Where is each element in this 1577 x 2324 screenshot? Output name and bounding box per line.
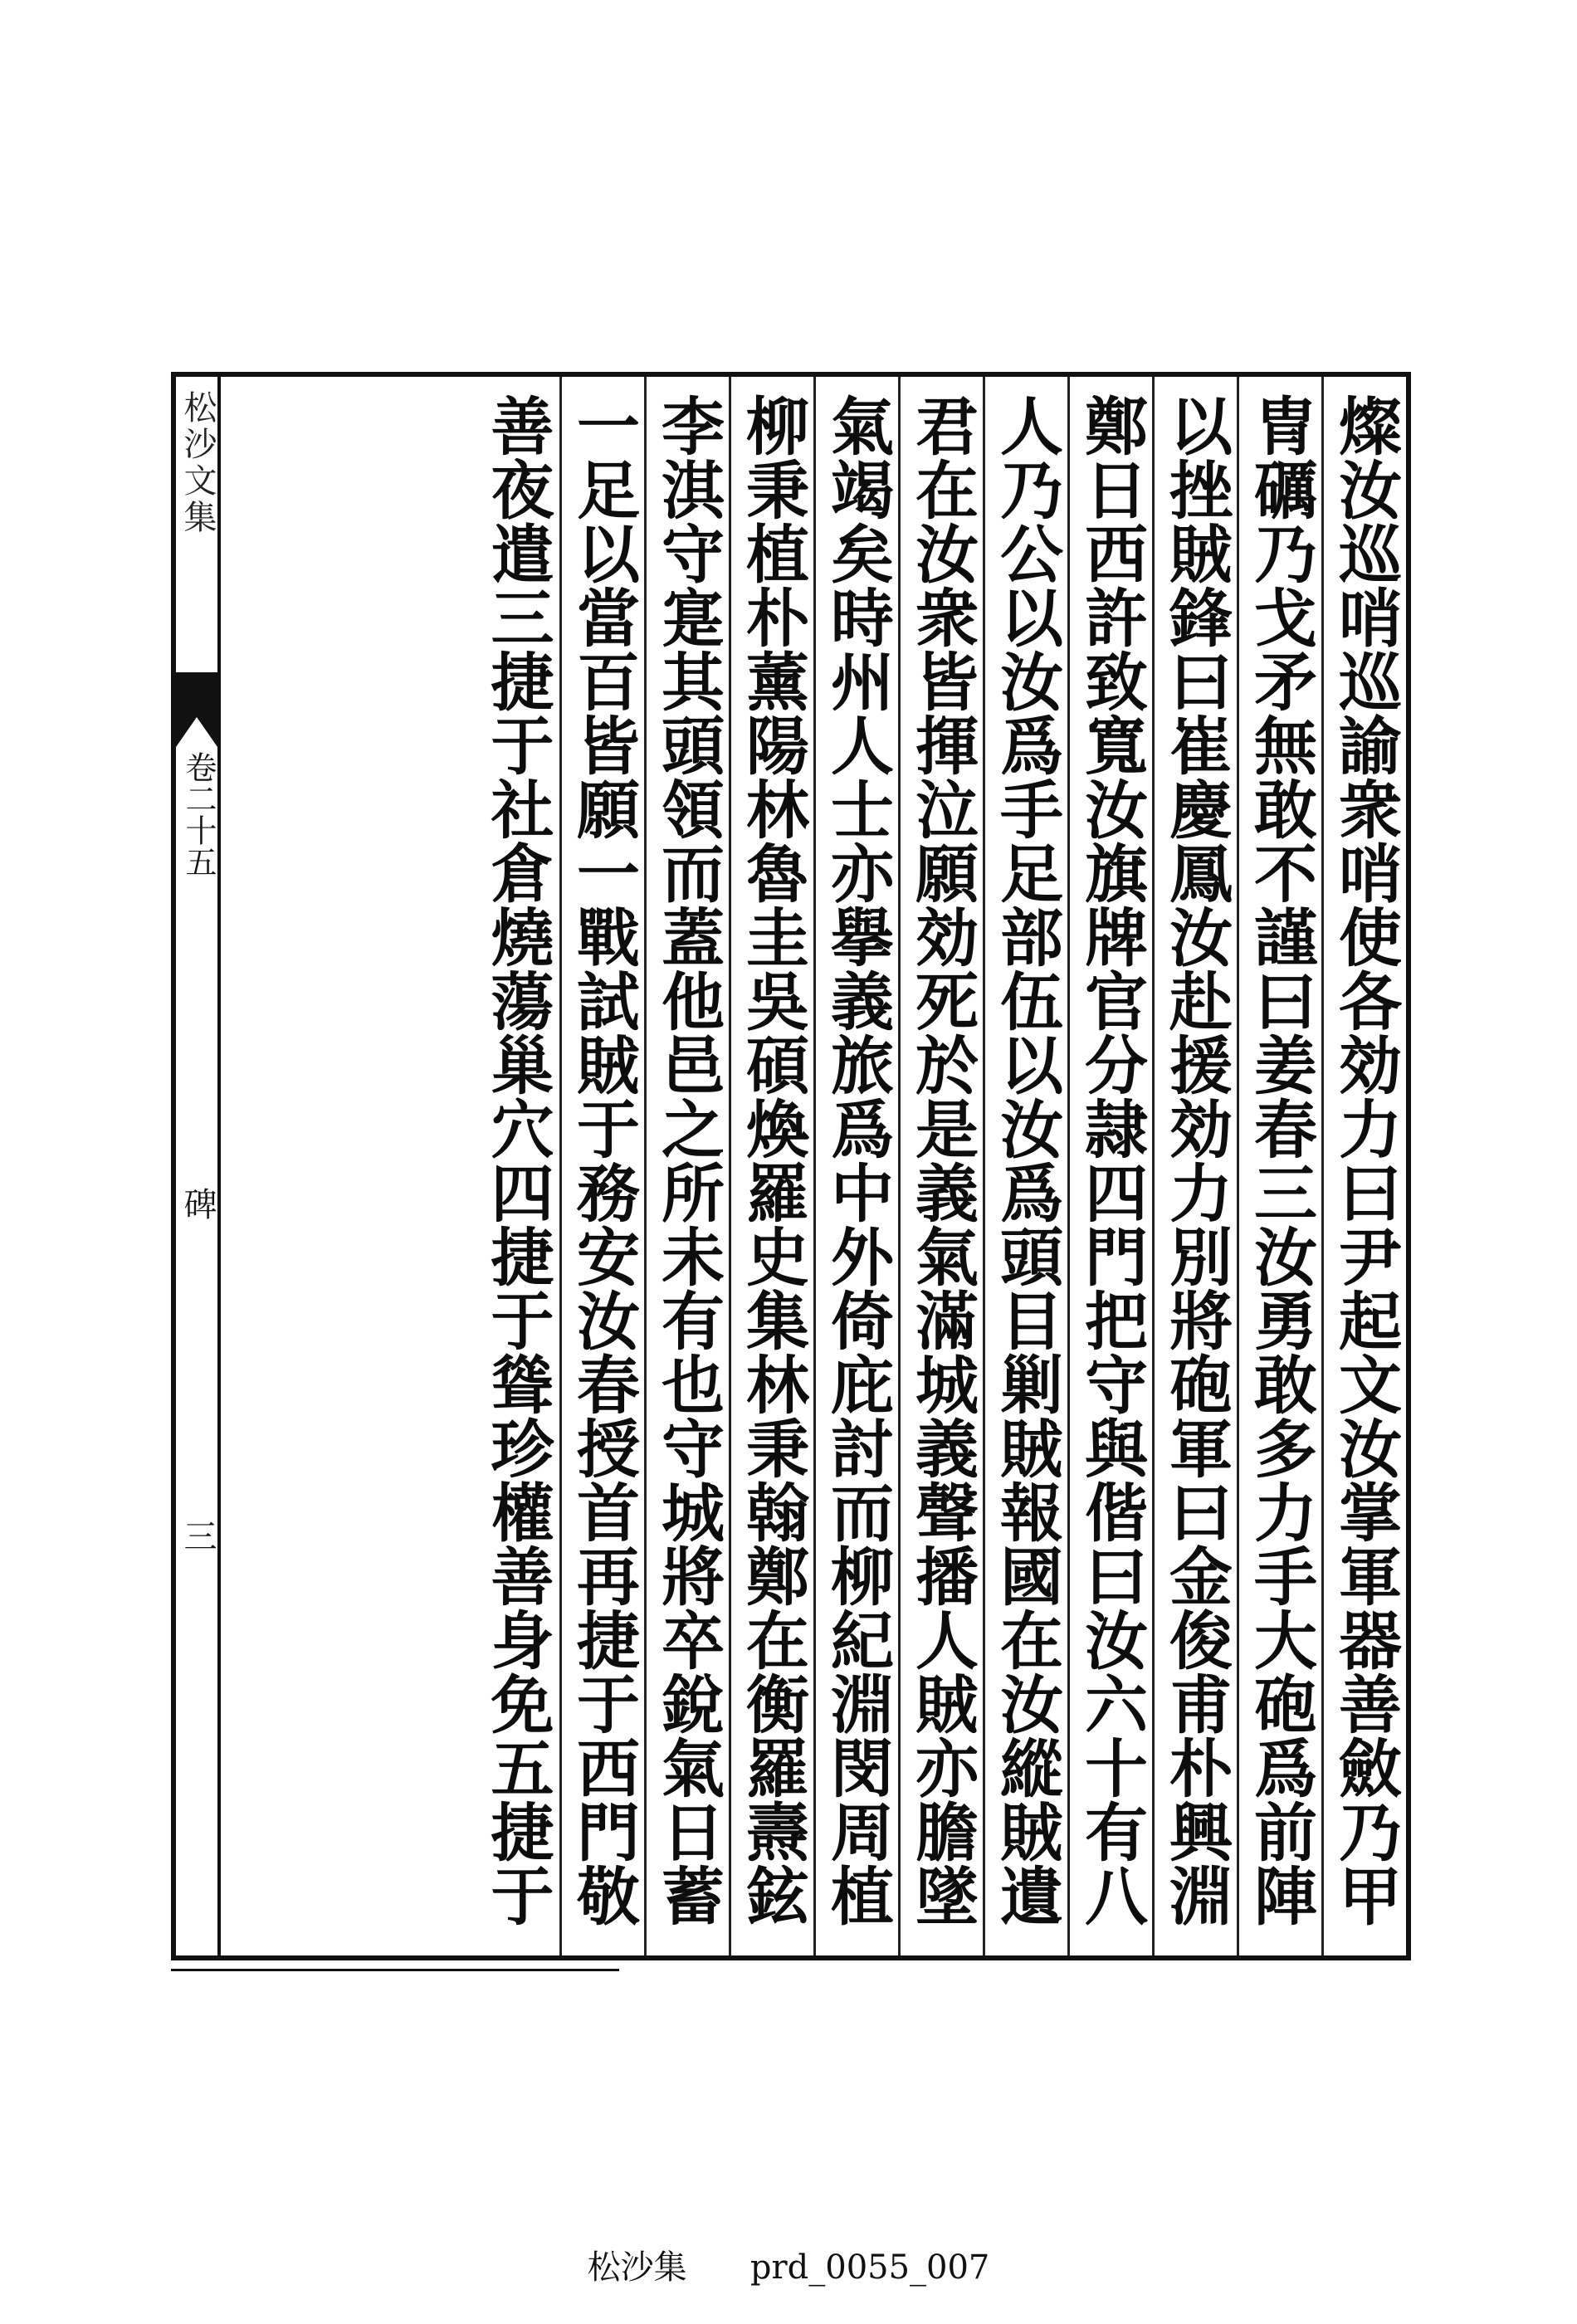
text-columns	[221, 377, 1406, 1955]
text-column-7	[813, 377, 898, 1955]
page-caption	[0, 2241, 1577, 2288]
text-column-3	[1152, 377, 1237, 1955]
column-text: 氣竭矣時州人士亦擧義旅爲中外倚庇討而柳紀淵閔周植	[820, 393, 895, 1927]
text-column-11	[475, 377, 559, 1955]
text-column-1	[1321, 377, 1406, 1955]
text-column-5	[983, 377, 1067, 1955]
margin-section: 碑	[178, 1187, 217, 1220]
text-column-4	[1067, 377, 1152, 1955]
column-text: 燦汝巡哨巡諭衆哨使各効力曰尹起文汝掌軍器善斂乃甲	[1328, 393, 1403, 1927]
text-column-10	[559, 377, 644, 1955]
column-text: 人乃公以汝爲手足部伍以汝爲頭目剿賊報國在汝縱賊遺	[989, 393, 1064, 1927]
margin-volume: 卷二十五	[180, 751, 217, 877]
text-column-2	[1237, 377, 1321, 1955]
bottom-rule	[171, 1969, 619, 1971]
margin-page-number: 三	[178, 1519, 217, 1552]
text-column-9	[644, 377, 729, 1955]
text-column-6	[898, 377, 983, 1955]
column-text: 鄭日西許致寬汝旗牌官分隷四門把守與偕曰汝六十有八	[1074, 393, 1149, 1927]
column-text: 善夜遣三捷于社倉燒蕩巢穴四捷于聳珍權善身免五捷于	[481, 393, 554, 1927]
caption-image-id: prd_0055_007	[749, 2248, 990, 2287]
caption-book-title: 松沙集	[587, 2248, 687, 2287]
column-text: 一足以當百皆願一戰試賊于務安汝春授首再捷于西門敬	[566, 393, 641, 1927]
column-text: 李淇守寔其頭領而蓋他邑之所未有也守城將卒銳氣日蓄	[651, 393, 725, 1927]
text-column-8	[729, 377, 813, 1955]
column-text: 柳秉植朴薰陽林魯圭吳碩煥羅史集林秉翰鄭在衡羅燾鉉	[735, 393, 810, 1927]
margin-strip	[171, 372, 221, 1960]
margin-book-title: 松沙文集	[178, 390, 217, 536]
column-text: 以挫賊鋒曰崔慶鳳汝赴援効力別將砲軍曰金俊甫朴興淵	[1159, 393, 1233, 1927]
column-text: 冑礪乃戈矛無敢不謹曰姜春三汝勇敢多力手大砲爲前陣	[1243, 393, 1318, 1927]
column-text: 君在汝衆皆揮泣願効死於是義氣滿城義聲播人賊亦膽墜	[905, 393, 979, 1927]
